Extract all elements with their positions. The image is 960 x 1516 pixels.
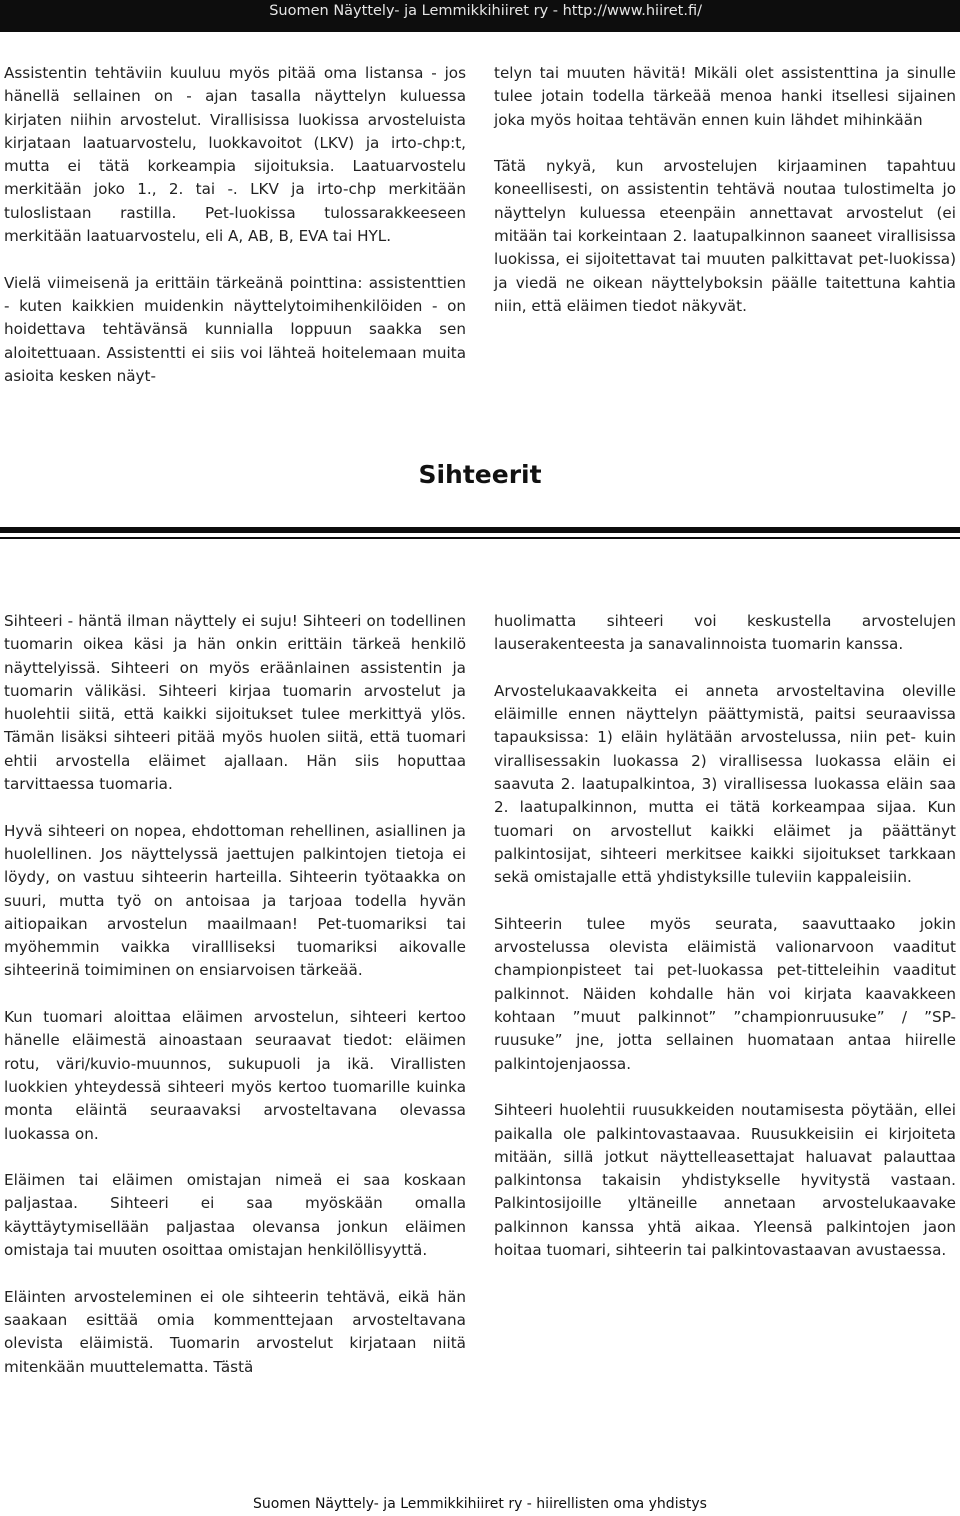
paragraph: Vielä viimeisenä ja erittäin tärkeänä pointtina: assistenttien - kuten kaikkien muidenkin näyttelytoimihenkilöiden - on hoidettava tehtävänsä kunnialla loppuun saakka sen aloitettuaan. Assistentti ei siis voi lähteä hoitelemaan muita asioita kesken näyt- <box>4 273 466 385</box>
section-divider-thin <box>0 537 960 539</box>
header-title: Suomen Näyttely- ja Lemmikkihiiret ry - http://www.hiiret.fi/ <box>269 3 702 19</box>
paragraph: Tätä nykyä, kun arvostelujen kirjaaminen tapahtuu koneellisesti, on assistentin tehtävä noutaa tulostimelta jo näyttelyn kuluessa eteenpäin annettavat arvostelut (ei mitään tai korkeintaan 2. laatupalkinnon saaneet virallisissa luokissa, ei sijoitettavat tai muuten palkittavat pet-luokissa) ja viedä ne oikean näyttelyboksin päälle taitettuna kahtia niin, että eläimen tiedot näkyvät. <box>494 157 956 315</box>
paragraph: Assistentin tehtäviin kuuluu myös pitää oma listansa - jos hänellä sellainen on - ajan tasalla näyttelyn kuluessa kirjaten niihin arvostelut. Virallisissa luokissa arvosteluista kirjataan laatuarvostelu, luokkavoitot (LKV) ja irto-chp:t, mutta ei tätä korkeampia sijoituksia. Laatuarvostelu merkitään joko 1., 2. tai -. LKV ja irto-chp merkitään tuloslistaan rastilla. Pet-luokissa tulossarakkeeseen merkitään laatuarvostelu, eli A, AB, B, EVA tai HYL. <box>4 64 466 246</box>
paragraph: Sihteeri huolehtii ruusukkeiden noutamisesta pöytään, ellei paikalla ole palkintovastaavaa. Ruusukkeisiin ei kirjoiteta mitään, sillä jotkut näyttelleasettajat haluavat palauttaa palkintonsa takaisin yhdistykselle hyvitystä vastaan. Palkintosijoille yltäneille annetaan arvostelukaavake palkinnon kanssa yhtä aikaa. Yleensä palkintojen jaon hoitaa tuomari, sihteerin tai palkintovastaavan avustaessa. <box>494 1101 956 1260</box>
section-divider-thick <box>0 527 960 533</box>
article-column-top-left <box>4 62 466 388</box>
paragraph: Eläimen tai eläimen omistajan nimeä ei saa koskaan paljastaa. Sihteeri ei saa myöskään omalla käyttäytymisellään paljastaa olevansa jonkun eläimen omistaja tai muuten osoittaa omistajan henkilöllisyyttä. <box>4 1171 466 1260</box>
paragraph: huolimatta sihteeri voi keskustella arvostelujen lauserakenteesta ja sanavalinnoista tuomarin kanssa. <box>494 612 956 654</box>
paragraph: Sihteeri - häntä ilman näyttely ei suju! Sihteeri on todellinen tuomarin oikea käsi ja hän onkin erittäin tärkeä henkilö näyttelyissä. Sihteeri on myös eräänlainen assistentin ja tuomarin välikäsi. Sihteeri kirjaa tuomarin arvostelut ja huolehtii siitä, että kaikki sijoitukset tulee merkittyä ylös. Tämän lisäksi sihteeri pitää myös huolen siitä, että tuomari ehtii arvostella eläimet ajallaan. Hän siis hoputtaa tarvittaessa tuomaria. <box>4 612 466 794</box>
header-bar <box>0 0 960 32</box>
paragraph: Eläinten arvosteleminen ei ole sihteerin tehtävä, eikä hän saakaan esittää omia kommenttejaan arvosteltavana olevista eläimistä. Tuomarin arvostelut kirjataan niitä mitenkään muuttelematta. Tästä <box>4 1287 466 1376</box>
article-column-bottom-right <box>494 610 956 1262</box>
article-column-top-right <box>494 62 956 318</box>
paragraph: Sihteerin tulee myös seurata, saavuttaako jokin arvostelussa olevista eläimistä valionarvoon vaaditut championpisteet tai pet-luokassa pet-titteleihin vaaditut palkinnot. Näiden kohdalle hän voi kirjata kaavakkeen kohtaan ”muut palkinnot” ”championruusuke” / ”SP-ruusuke” jne, jotta sellainen huomataan antaa hiirelle palkintojenjaossa. <box>494 914 956 1073</box>
paragraph: Kun tuomari aloittaa eläimen arvostelun, sihteeri kertoo hänelle eläimestä ainoastaan seuraavat tiedot: eläimen rotu, väri/kuvio-muunnos, sukupuoli ja ikä. Virallisten luokkien yhteydessä sihteeri myös kertoo tuomarille kuinka monta eläintä seuraavaksi arvosteltavana olevassa luokassa on. <box>4 1008 466 1143</box>
page-footer: Suomen Näyttely- ja Lemmikkihiiret ry - hiirellisten oma yhdistys <box>253 1496 707 1512</box>
section-heading: Sihteerit <box>418 460 542 489</box>
paragraph: Hyvä sihteeri on nopea, ehdottoman rehellinen, asiallinen ja huolellinen. Jos näyttelyssä jaettujen palkintojen tietoja ei löydy, on vastuu sihteerin harteilla. Sihteerin työtaakka on suuri, mutta työ on antoisaa ja tarjoaa todella hyvän aitiopaikan arvostelun maailmaan! Pet-tuomariksi tai myöhemmin vaikka virallliseksi tuomariksi aikovalle sihteerinä toimiminen on ensiarvoisen tärkeää. <box>4 821 466 980</box>
article-column-bottom-left <box>4 610 466 1379</box>
paragraph: Arvostelukaavakkeita ei anneta arvosteltavina oleville eläimille ennen näyttelyn päättymistä, paitsi seuraavissa tapauksissa: 1) eläin hylätään arvostelussa, niin pet- kuin virallisessakin luokassa 2) virallisessa luokassa eläin ei saavuta 2. laatupalkintoa, 3) virallisessa luokassa eläin saa 2. laatupalkinnon, mutta ei tätä korkeampaa sijaa. Kun tuomari on arvostellut kaikki eläimet ja päättänyt palkintosijat, sihteeri merkitsee kaikki sijoitukset tarkkaan sekä omistajalle että yhdistyksille tuleviin kappaleisiin. <box>494 681 956 887</box>
paragraph: telyn tai muuten hävitä! Mikäli olet assistenttina ja sinulle tulee jotain todella tärkeää menoa hanki itsellesi sijainen joka myös hoitaa tehtävän ennen kuin lähdet mihinkään <box>494 64 956 129</box>
